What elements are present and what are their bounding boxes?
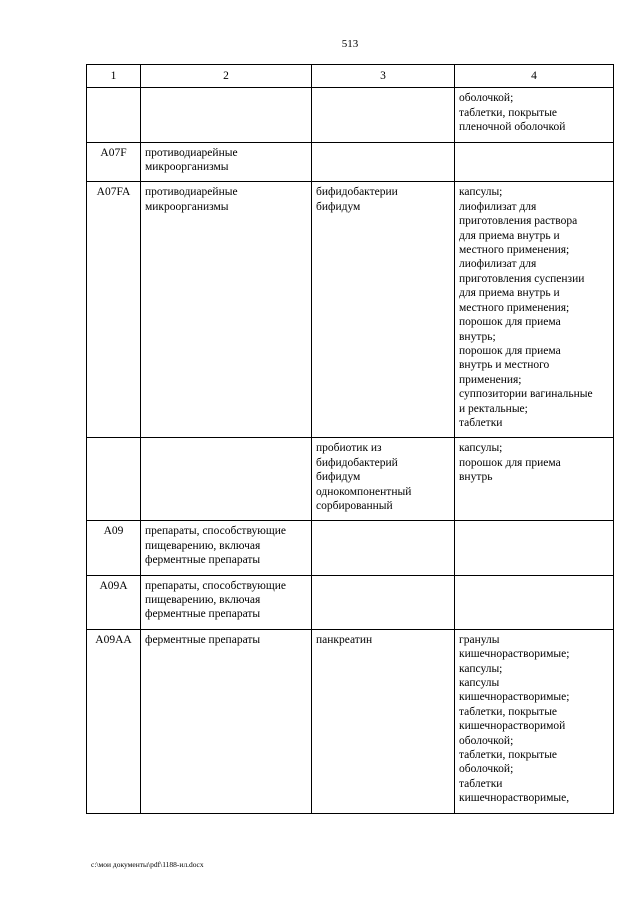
dosage-forms-line: кишечнорастворимой (459, 720, 566, 733)
dosage-forms-line: для приема внутрь и (459, 229, 560, 242)
dosage-forms-line: порошок для приема (459, 316, 561, 329)
table-row (87, 438, 614, 521)
header-row (87, 65, 614, 88)
group-name-line: ферментные препараты (145, 633, 261, 646)
drug-table (86, 64, 614, 814)
dosage-forms-line: капсулы; (459, 186, 503, 199)
dosage-forms-line: оболочкой; (459, 763, 514, 776)
drug-name-line: бифидум (316, 200, 361, 213)
dosage-forms-line: для приема внутрь и (459, 287, 560, 300)
group-name-cell (141, 88, 312, 142)
atc-code-cell (87, 88, 141, 142)
table-row (87, 182, 614, 438)
column-header: 1 (87, 65, 141, 88)
column-header: 2 (141, 65, 312, 88)
drug-name-cell (312, 629, 455, 813)
dosage-forms-line: внутрь и местного (459, 359, 550, 372)
dosage-forms-line: гранулы (459, 633, 500, 646)
dosage-forms-line: приготовления раствора (459, 215, 578, 228)
group-name-line: микроорганизмы (145, 200, 229, 213)
table-row (87, 88, 614, 142)
drug-name-cell (312, 142, 455, 182)
dosage-forms-line: пленочной оболочкой (459, 121, 566, 134)
group-name-line: пищеварению, включая (145, 594, 261, 606)
atc-code-cell: A09 (87, 521, 141, 575)
dosage-forms-line: внутрь; (459, 330, 496, 343)
dosage-forms-line: кишечнорастворимые; (459, 691, 570, 704)
dosage-forms-line: кишечнорастворимые; (459, 648, 570, 661)
drug-name-cell (312, 438, 455, 521)
table-row (87, 629, 614, 813)
dosage-forms-cell (455, 521, 614, 575)
group-name-line: препараты, способствующие (145, 525, 286, 538)
drug-name-line: пробиотик из (316, 442, 382, 455)
dosage-forms-line: оболочкой; (459, 734, 514, 747)
dosage-forms-cell (455, 182, 614, 438)
group-name-cell (141, 142, 312, 182)
drug-name-line: бифидум (316, 471, 361, 484)
dosage-forms-line: порошок для приема (459, 344, 561, 357)
group-name-line: микроорганизмы (145, 161, 229, 174)
dosage-forms-line: капсулы; (459, 442, 503, 455)
atc-code-cell (87, 438, 141, 521)
group-name-line: пищеварению, включая (145, 539, 261, 552)
group-name-cell (141, 575, 312, 629)
footer-file-path: c:\мои документы\pdf\1188-ил.docx (91, 860, 204, 869)
dosage-forms-line: оболочкой; (459, 92, 514, 105)
dosage-forms-cell (455, 438, 614, 521)
dosage-forms-line: применения; (459, 373, 522, 386)
dosage-forms-cell (455, 575, 614, 629)
group-name-line: препараты, способствующие (145, 579, 286, 592)
dosage-forms-line: таблетки, покрытые (459, 749, 558, 762)
dosage-forms-line: внутрь (459, 471, 493, 484)
dosage-forms-line: местного применения; (459, 244, 570, 257)
dosage-forms-line: капсулы; (459, 662, 503, 675)
group-name-line: противодиарейные (145, 146, 238, 159)
atc-code-cell: A07F (87, 142, 141, 182)
dosage-forms-line: капсулы (459, 677, 500, 690)
drug-name-line: бифидобактерий (316, 456, 398, 469)
group-name-line: ферментные препараты (145, 554, 261, 567)
group-name-cell (141, 438, 312, 521)
atc-code-cell: A09AA (87, 629, 141, 813)
drug-name-cell (312, 575, 455, 629)
dosage-forms-line: таблетки, покрытые (459, 106, 558, 119)
table-row (87, 575, 614, 629)
group-name-line: противодиарейные (145, 186, 238, 199)
dosage-forms-cell (455, 629, 614, 813)
drug-name-cell (312, 88, 455, 142)
column-header: 4 (455, 65, 614, 88)
atc-code-cell: A07FA (87, 182, 141, 438)
dosage-forms-line: лиофилизат для (459, 258, 537, 271)
page-number: 513 (341, 38, 359, 50)
dosage-forms-line: приготовления суспензии (459, 272, 585, 285)
dosage-forms-line: таблетки (459, 416, 503, 429)
dosage-forms-line: таблетки (459, 777, 503, 790)
dosage-forms-line: порошок для приема (459, 456, 561, 469)
drug-name-line: панкреатин (316, 633, 373, 646)
column-header: 3 (312, 65, 455, 88)
drug-name-line: бифидобактерии (316, 186, 398, 199)
drug-name-line: сорбированный (316, 499, 393, 512)
group-name-cell (141, 182, 312, 438)
dosage-forms-line: таблетки, покрытые (459, 705, 558, 718)
group-name-cell (141, 629, 312, 813)
group-name-line: ферментные препараты (145, 608, 261, 621)
drug-name-cell (312, 521, 455, 575)
dosage-forms-cell (455, 142, 614, 182)
dosage-forms-line: лиофилизат для (459, 200, 537, 213)
atc-code-cell: A09A (87, 575, 141, 629)
table-row (87, 142, 614, 182)
drug-name-line: однокомпонентный (316, 485, 412, 498)
dosage-forms-line: и ректальные; (459, 402, 528, 415)
dosage-forms-line: местного применения; (459, 301, 570, 314)
dosage-forms-line: кишечнорастворимые, (459, 792, 570, 805)
dosage-forms-cell (455, 88, 614, 142)
table-row (87, 521, 614, 575)
dosage-forms-line: суппозитории вагинальные (459, 388, 593, 401)
drug-name-cell (312, 182, 455, 438)
group-name-cell (141, 521, 312, 575)
